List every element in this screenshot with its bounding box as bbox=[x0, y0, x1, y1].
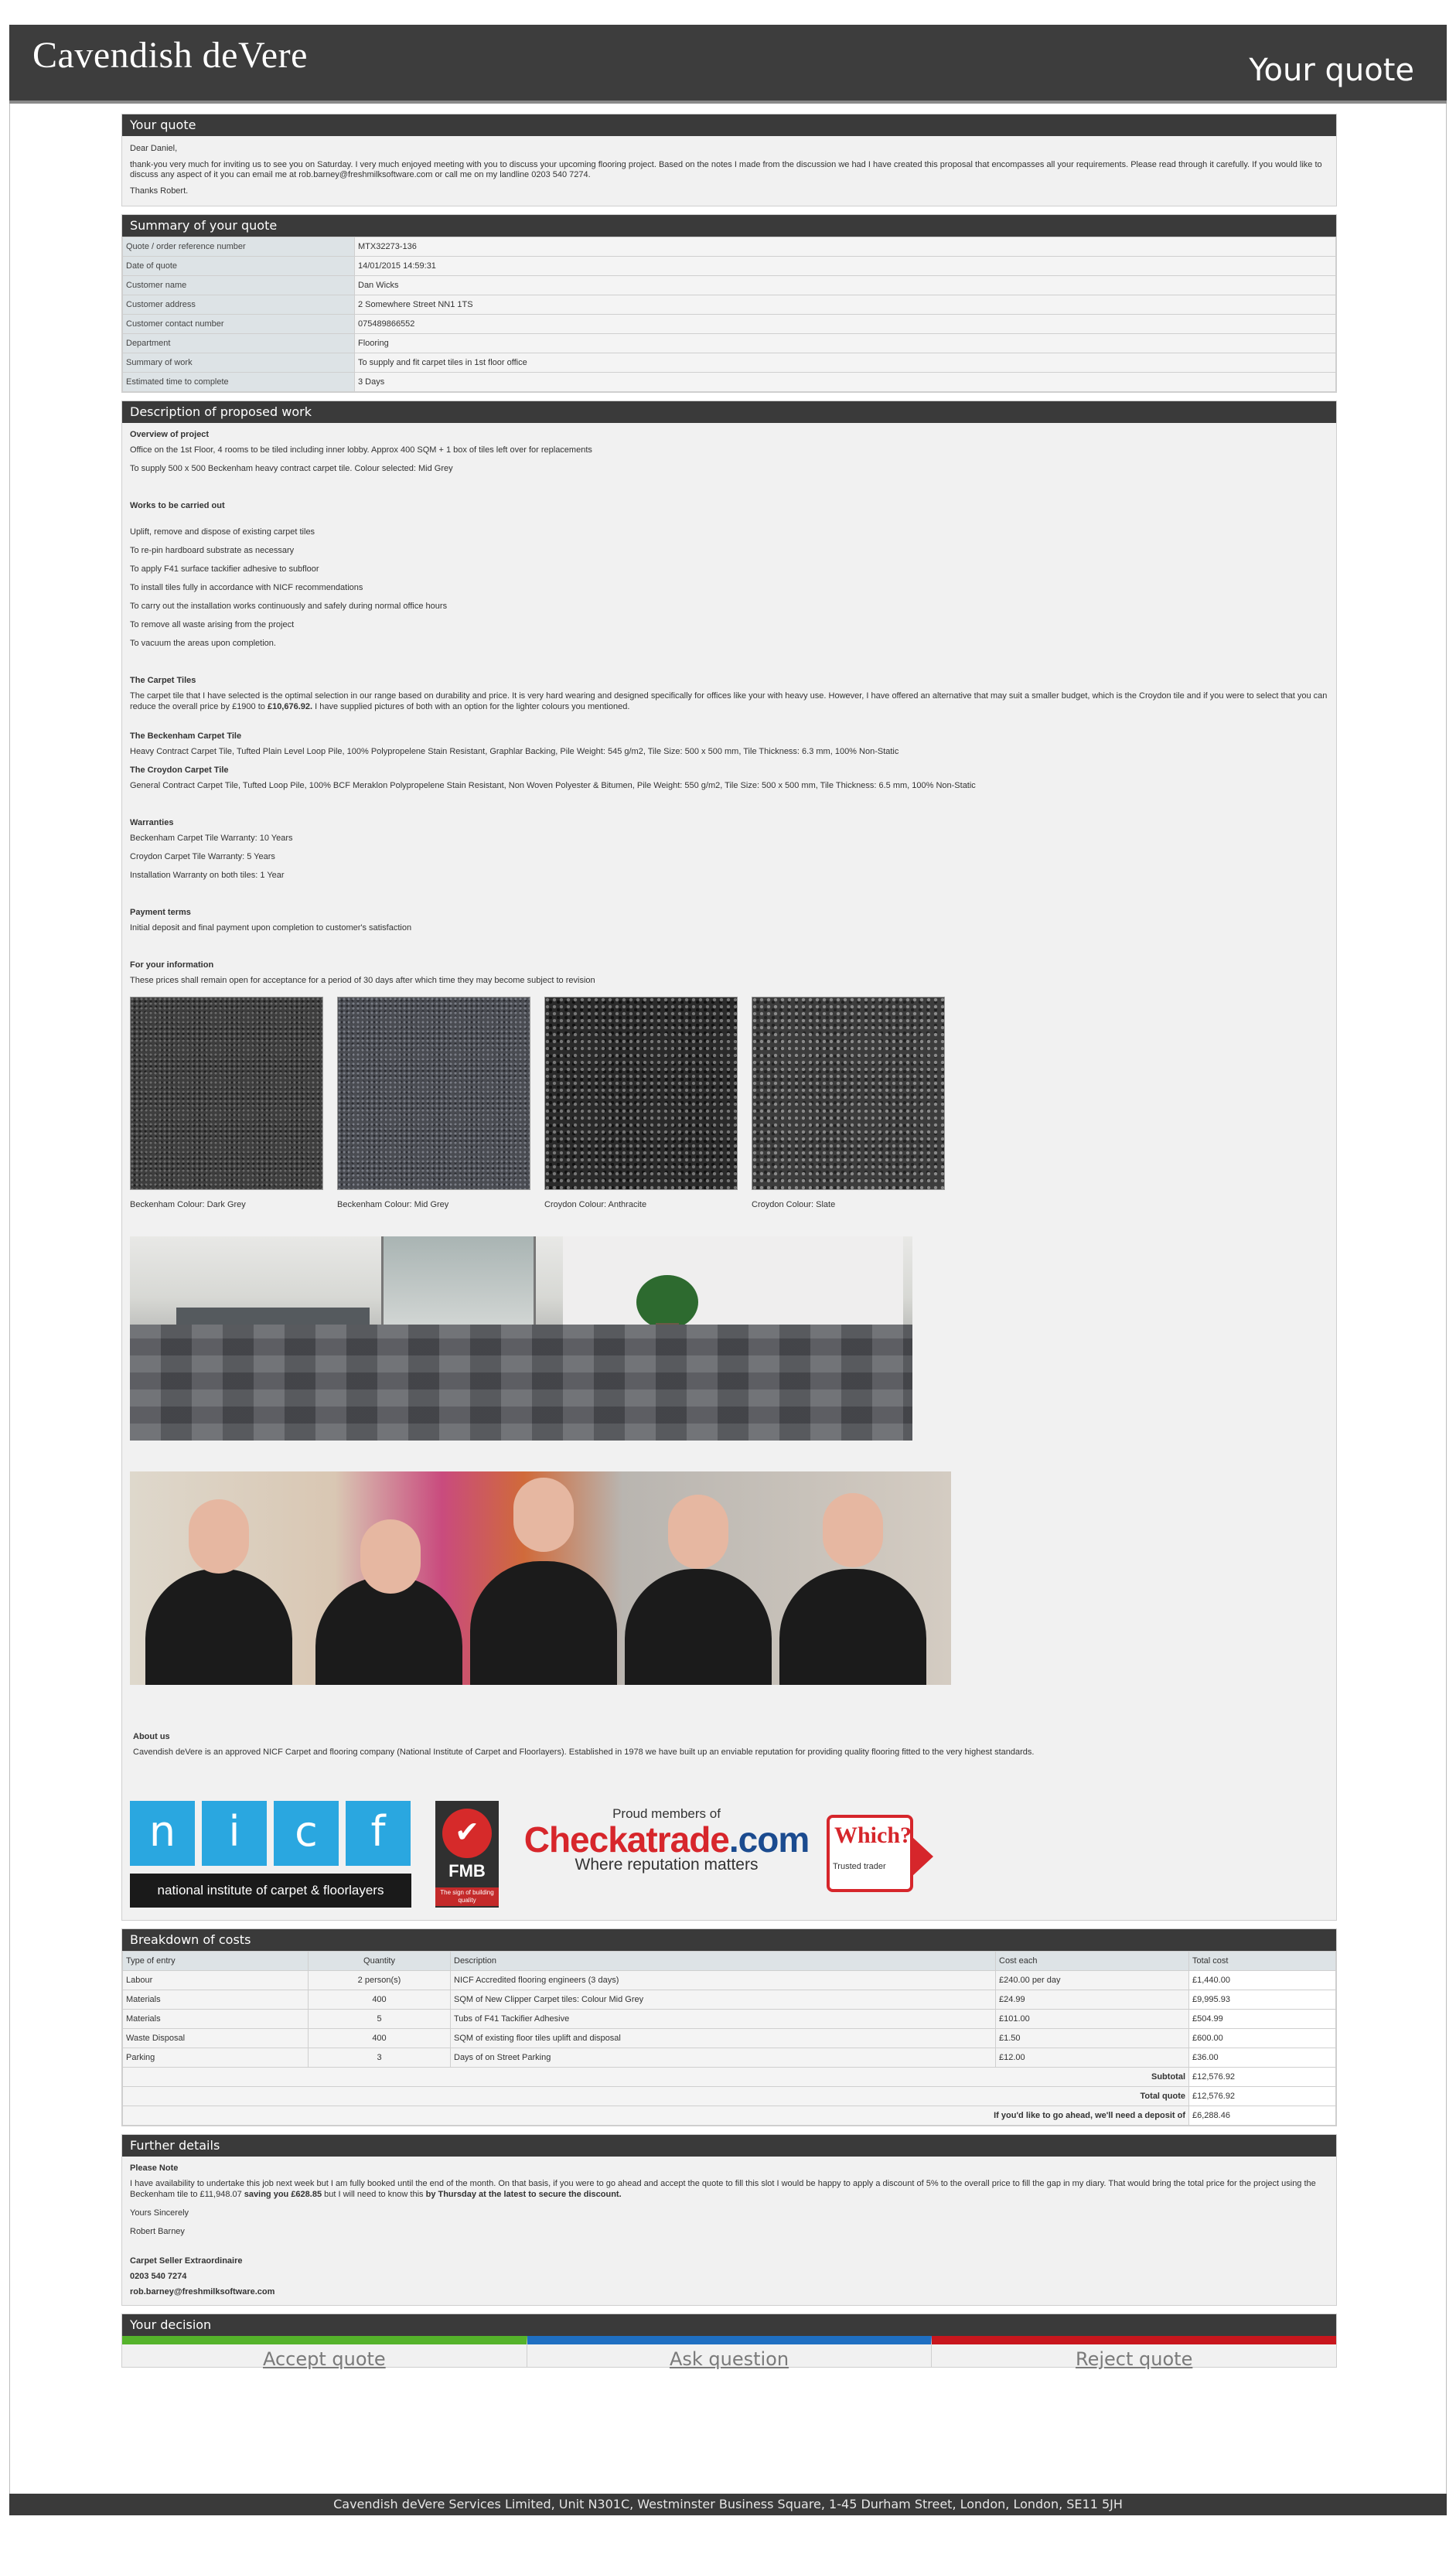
signature-phone: 0203 540 7274 bbox=[130, 2272, 187, 2281]
reject-quote-button[interactable]: Reject quote bbox=[932, 2336, 1336, 2367]
tile-sample bbox=[544, 997, 738, 1210]
signoff: Thanks Robert. bbox=[130, 186, 189, 196]
beckenham-text: Heavy Contract Carpet Tile, Tufted Plain Level Loop Pile, 100% Polypropelene Stain Resistant, Graphlar Backing, Pile Weight: 545 g/m2, Tile Size: 500 x 500 mm, Tile Thickness: 6.3 mm, 100% Non-Static bbox=[130, 747, 899, 756]
croydon-text: General Contract Carpet Tile, Tufted Loop Pile, 100% BCF Meraklon Polypropelene Stain Resistant, Non Woven Polyester & Bitumen, Pile Weight: 550 g/m2, Tile Size: 500 x 500 mm, Tile Thickness: 6.5 mm, 100% Non-Static bbox=[130, 781, 976, 790]
checkatrade-logo: Proud members of Checkatrade.com Where reputation matters bbox=[523, 1806, 810, 1874]
table-row bbox=[123, 276, 1336, 295]
description-section bbox=[121, 401, 1337, 1921]
signature-role: Carpet Seller Extraordinaire bbox=[130, 2256, 243, 2266]
row-label: Summary of work bbox=[123, 353, 355, 373]
section-title: Description of proposed work bbox=[122, 401, 1336, 423]
table-row: Materials 5 Tubs of F41 Tackifier Adhesive £101.00 £504.99 bbox=[123, 2010, 1336, 2029]
payment-heading: Payment terms bbox=[130, 908, 191, 917]
note-heading: Please Note bbox=[130, 2164, 179, 2173]
row-label: Estimated time to complete bbox=[123, 373, 355, 392]
works-item: To vacuum the areas upon completion. bbox=[130, 639, 276, 648]
description-body bbox=[122, 423, 1336, 1920]
works-item: To remove all waste arising from the project bbox=[130, 620, 295, 629]
note-text: I have availability to undertake this job next week but I am fully booked until the end of the month. On that basis, if you were to go ahead and accept the quote to fill this slot I would be happy to apply a discount of 5% to the overall price to fill the gap in my diary. That would bring the total price for the project using the Beckenham tile to £11,948.07 saving you £628.85 but I will need to know this by Thursday at the latest to secure the discount. bbox=[130, 2179, 1316, 2199]
intro-text: thank-you very much for inviting us to see you on Saturday. I very much enjoyed meeting with you to discuss your upcoming flooring project. Based on the notes I made from the discussion we had I have created this proposal that encompasses all your requirements. Please read through it carefully. If you would like to discuss any aspect of it you can email me at rob.barney@freshmilksoftware.com or call me on my landline 0203 540 7274. bbox=[130, 160, 1322, 179]
tile-swatch-image bbox=[337, 997, 530, 1190]
greeting: Dear Daniel, bbox=[130, 144, 178, 153]
tile-swatch-image bbox=[130, 997, 323, 1190]
section-title: Your decision bbox=[122, 2314, 1336, 2336]
section-title: Your quote bbox=[122, 114, 1336, 136]
warranties-heading: Warranties bbox=[130, 818, 174, 827]
tile-sample bbox=[752, 997, 945, 1210]
column-header: Type of entry bbox=[123, 1952, 309, 1971]
deposit-label: If you'd like to go ahead, we'll need a deposit of bbox=[123, 2106, 1189, 2126]
section-title: Summary of your quote bbox=[122, 215, 1336, 237]
about-text: Cavendish deVere is an approved NICF Carpet and flooring company (National Institute of Carpet and Floorlayers). Established in 1978 we have built up an enviable reputation for providing quality flooring fitted to the very highest standards. bbox=[133, 1748, 1035, 1757]
swatch-caption: Beckenham Colour: Dark Grey bbox=[130, 1200, 246, 1209]
further-body bbox=[122, 2157, 1336, 2305]
row-value: 3 Days bbox=[355, 373, 1336, 392]
tile-swatch-image bbox=[544, 997, 738, 1190]
row-value: MTX32273-136 bbox=[355, 237, 1336, 257]
summary-table bbox=[122, 237, 1336, 392]
warranty-line: Beckenham Carpet Tile Warranty: 10 Years bbox=[130, 834, 293, 843]
main-content bbox=[121, 114, 1337, 2368]
warranty-line: Croydon Carpet Tile Warranty: 5 Years bbox=[130, 852, 275, 861]
section-title: Further details bbox=[122, 2135, 1336, 2157]
team-photo bbox=[130, 1471, 951, 1685]
works-item: To install tiles fully in accordance with NICF recommendations bbox=[130, 583, 363, 592]
row-value: 14/01/2015 14:59:31 bbox=[355, 257, 1336, 276]
which-trusted-trader-logo: Which? Trusted trader bbox=[827, 1815, 927, 1892]
works-item: To carry out the installation works continuously and safely during normal office hours bbox=[130, 602, 448, 611]
quote-section bbox=[121, 114, 1337, 206]
table-header-row bbox=[123, 1952, 1336, 1971]
row-label: Customer contact number bbox=[123, 315, 355, 334]
row-label: Customer address bbox=[123, 295, 355, 315]
subtotal-label: Subtotal bbox=[123, 2068, 1189, 2087]
page-footer: Cavendish deVere Services Limited, Unit N301C, Westminster Business Square, 1-45 Durham Street, London, London, SE11 5JH bbox=[9, 2494, 1447, 2515]
swatch-caption: Croydon Colour: Slate bbox=[752, 1200, 836, 1209]
row-value: Flooring bbox=[355, 334, 1336, 353]
total-value: £12,576.92 bbox=[1189, 2087, 1336, 2106]
accreditation-logos bbox=[130, 1801, 1328, 1909]
subtotal-value: £12,576.92 bbox=[1189, 2068, 1336, 2087]
tile-sample bbox=[337, 997, 530, 1210]
table-row bbox=[123, 353, 1336, 373]
works-heading: Works to be carried out bbox=[130, 501, 225, 510]
row-label: Quote / order reference number bbox=[123, 237, 355, 257]
about-us bbox=[130, 1731, 1328, 1758]
warranty-line: Installation Warranty on both tiles: 1 Year bbox=[130, 871, 285, 880]
tile-samples bbox=[130, 997, 1328, 1210]
row-label: Customer name bbox=[123, 276, 355, 295]
croydon-heading: The Croydon Carpet Tile bbox=[130, 766, 229, 775]
signature-email[interactable]: rob.barney@freshmilksoftware.com bbox=[130, 2287, 275, 2297]
column-header: Cost each bbox=[996, 1952, 1189, 1971]
table-row bbox=[123, 295, 1336, 315]
deposit-row bbox=[123, 2106, 1336, 2126]
ask-question-button[interactable]: Ask question bbox=[527, 2336, 933, 2367]
swatch-caption: Beckenham Colour: Mid Grey bbox=[337, 1200, 449, 1209]
total-row bbox=[123, 2087, 1336, 2106]
table-row bbox=[123, 257, 1336, 276]
closing: Yours Sincerely bbox=[130, 2208, 189, 2218]
overview-line: Office on the 1st Floor, 4 rooms to be tiled including inner lobby. Approx 400 SQM + 1 box of tiles left over for replacements bbox=[130, 445, 592, 455]
row-value: To supply and fit carpet tiles in 1st floor office bbox=[355, 353, 1336, 373]
works-item: Uplift, remove and dispose of existing carpet tiles bbox=[130, 527, 315, 537]
info-text: These prices shall remain open for acceptance for a period of 30 days after which time they may become subject to revision bbox=[130, 976, 595, 985]
table-row: Labour 2 person(s) NICF Accredited flooring engineers (3 days) £240.00 per day £1,440.00 bbox=[123, 1971, 1336, 1990]
table-row: Materials 400 SQM of New Clipper Carpet tiles: Colour Mid Grey £24.99 £9,995.93 bbox=[123, 1990, 1336, 2010]
overview-line: To supply 500 x 500 Beckenham heavy contract carpet tile. Colour selected: Mid Grey bbox=[130, 464, 453, 473]
row-value: 2 Somewhere Street NN1 1TS bbox=[355, 295, 1336, 315]
table-row bbox=[123, 315, 1336, 334]
signature-name: Robert Barney bbox=[130, 2227, 185, 2236]
row-value: Dan Wicks bbox=[355, 276, 1336, 295]
costs-table bbox=[122, 1951, 1336, 2126]
column-header: Total cost bbox=[1189, 1952, 1336, 1971]
tile-swatch-image bbox=[752, 997, 945, 1190]
works-item: To re-pin hardboard substrate as necessary bbox=[130, 546, 295, 555]
swatch-caption: Croydon Colour: Anthracite bbox=[544, 1200, 647, 1209]
decision-buttons bbox=[122, 2336, 1336, 2370]
total-label: Total quote bbox=[123, 2087, 1189, 2106]
about-heading: About us bbox=[133, 1732, 170, 1741]
nicf-logo: n i c f national institute of carpet & floorlayers bbox=[130, 1801, 411, 1908]
row-value: 075489866552 bbox=[355, 315, 1336, 334]
column-header: Quantity bbox=[309, 1952, 451, 1971]
quote-intro bbox=[122, 136, 1336, 206]
section-title: Breakdown of costs bbox=[122, 1929, 1336, 1951]
tile-sample bbox=[130, 997, 323, 1210]
beckenham-heading: The Beckenham Carpet Tile bbox=[130, 731, 242, 741]
table-row bbox=[123, 334, 1336, 353]
overview-heading: Overview of project bbox=[130, 430, 210, 439]
row-label: Date of quote bbox=[123, 257, 355, 276]
table-row: Parking 3 Days of on Street Parking £12.00 £36.00 bbox=[123, 2048, 1336, 2068]
table-row: Waste Disposal 400 SQM of existing floor tiles uplift and disposal £1.50 £600.00 bbox=[123, 2029, 1336, 2048]
fmb-logo: ✔ FMB The sign of building quality bbox=[435, 1801, 499, 1908]
table-row bbox=[123, 237, 1336, 257]
accept-quote-button[interactable]: Accept quote bbox=[122, 2336, 527, 2367]
subtotal-row bbox=[123, 2068, 1336, 2087]
table-row bbox=[123, 373, 1336, 392]
payment-text: Initial deposit and final payment upon completion to customer's satisfaction bbox=[130, 923, 412, 933]
deposit-value: £6,288.46 bbox=[1189, 2106, 1336, 2126]
brand-logo: Cavendish deVere bbox=[32, 35, 308, 76]
works-item: To apply F41 surface tackifier adhesive to subfloor bbox=[130, 564, 319, 574]
info-heading: For your information bbox=[130, 960, 214, 970]
tiles-heading: The Carpet Tiles bbox=[130, 676, 196, 685]
column-header: Description bbox=[451, 1952, 996, 1971]
further-details-section bbox=[121, 2134, 1337, 2306]
decision-section bbox=[121, 2314, 1337, 2368]
page-title: Your quote bbox=[1249, 53, 1414, 88]
costs-section bbox=[121, 1928, 1337, 2126]
page-header bbox=[9, 25, 1447, 104]
row-label: Department bbox=[123, 334, 355, 353]
tiles-text: The carpet tile that I have selected is the optimal selection in our range based on durability and price. It is very hard wearing and designed specifically for offices like your with heavy use. However, I have offered an alternative that may suit a smaller budget, which is the Croydon tile and if you were to select that you can reduce the overall price by £1900 to £10,676.92. I have supplied pictures of both with an option for the lighter colours you mentioned. bbox=[130, 691, 1328, 711]
office-photo bbox=[130, 1236, 951, 1441]
summary-section bbox=[121, 214, 1337, 393]
